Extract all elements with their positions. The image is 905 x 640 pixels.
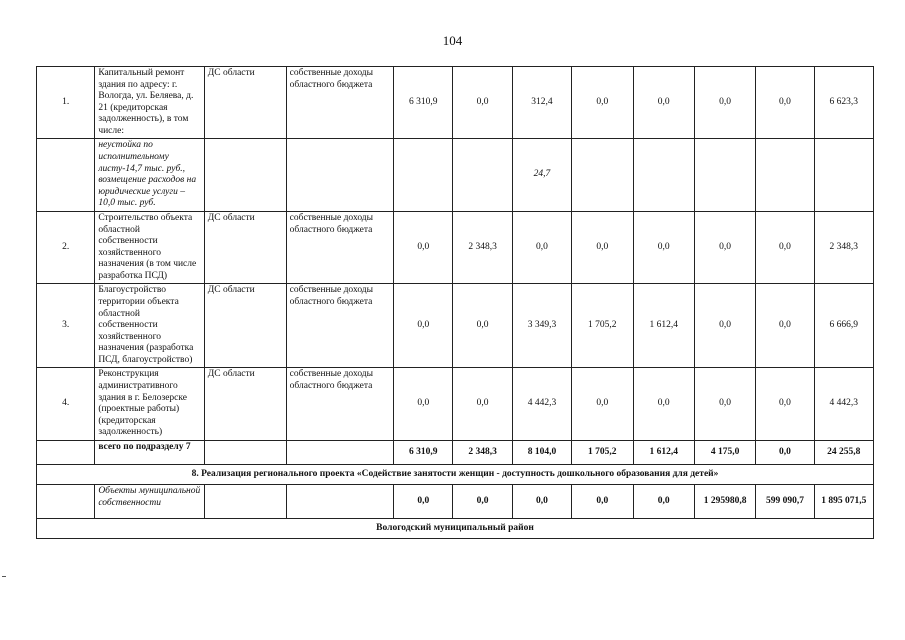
row-description: Реконструкция административного здания в г. Белозерске (проектные работы) (кредиторская задолженность)	[95, 368, 204, 440]
row-value: 1 295980,8	[694, 484, 755, 518]
row-number: 3.	[37, 284, 95, 368]
row-value: 0,0	[394, 284, 453, 368]
row-value: 4 442,3	[512, 368, 571, 440]
row-value: 24,7	[512, 139, 571, 211]
row-description: Объекты муниципальной собственности	[95, 484, 204, 518]
section-heading: 8. Реализация регионального проекта «Содействие занятости женщин - доступность дошкольного образования для детей»	[37, 464, 874, 484]
row-executor: ДС области	[204, 368, 286, 440]
row-number: 2.	[37, 211, 95, 283]
row-value: 0,0	[512, 484, 571, 518]
row-description: Благоустройство территории объекта областной собственности хозяйственного назначения (разработка ПСД, благоустройство)	[95, 284, 204, 368]
row-value: 0,0	[453, 484, 512, 518]
subtotal-row	[37, 440, 874, 464]
row-executor: ДС области	[204, 67, 286, 139]
table-row	[37, 211, 874, 283]
empty-cell	[814, 139, 873, 211]
row-value: 0,0	[694, 284, 755, 368]
row-total: 6 623,3	[814, 67, 873, 139]
row-value: 0,0	[394, 368, 453, 440]
table-row	[37, 139, 874, 211]
empty-cell	[286, 440, 393, 464]
row-value: 1 612,4	[633, 284, 694, 368]
empty-cell	[204, 484, 286, 518]
empty-cell	[37, 484, 95, 518]
subtotal-label: всего по подразделу 7	[95, 440, 204, 464]
table-row	[37, 368, 874, 440]
budget-table	[36, 66, 874, 539]
row-description: Капитальный ремонт здания по адресу: г. Вологда, ул. Беляева, д. 21 (кредиторская задолженность), в том числе:	[95, 67, 204, 139]
row-value: 0,0	[572, 67, 633, 139]
page-number: 104	[442, 33, 463, 48]
row-value: 0,0	[756, 67, 814, 139]
row-value: 0,0	[756, 368, 814, 440]
row-total: 4 442,3	[814, 368, 873, 440]
row-funding-source: собственные доходы областного бюджета	[286, 284, 393, 368]
row-value: 0,0	[694, 211, 755, 283]
scan-mark	[2, 576, 6, 577]
empty-cell	[204, 440, 286, 464]
subtotal-value: 6 310,9	[394, 440, 453, 464]
row-value: 0,0	[512, 211, 571, 283]
empty-cell	[37, 440, 95, 464]
empty-cell	[572, 139, 633, 211]
row-value: 0,0	[694, 67, 755, 139]
subtotal-value: 2 348,3	[453, 440, 512, 464]
row-number: 1.	[37, 67, 95, 139]
row-value: 0,0	[633, 67, 694, 139]
row-value: 312,4	[512, 67, 571, 139]
table-row	[37, 284, 874, 368]
district-heading: Вологодский муниципальный район	[37, 518, 874, 538]
empty-cell	[286, 484, 393, 518]
row-value: 3 349,3	[512, 284, 571, 368]
row-value: 0,0	[394, 484, 453, 518]
row-executor: ДС области	[204, 211, 286, 283]
row-value: 0,0	[633, 484, 694, 518]
row-value: 0,0	[453, 67, 512, 139]
row-value: 0,0	[633, 211, 694, 283]
row-value: 6 310,9	[394, 67, 453, 139]
row-value: 0,0	[694, 368, 755, 440]
subtotal-total: 24 255,8	[814, 440, 873, 464]
empty-cell	[633, 139, 694, 211]
row-executor: ДС области	[204, 284, 286, 368]
row-total: 1 895 071,5	[814, 484, 873, 518]
row-value: 0,0	[633, 368, 694, 440]
row-number: 4.	[37, 368, 95, 440]
row-funding-source: собственные доходы областного бюджета	[286, 67, 393, 139]
row-value: 0,0	[572, 368, 633, 440]
subtotal-value: 1 705,2	[572, 440, 633, 464]
row-value: 0,0	[572, 211, 633, 283]
row-description: Строительство объекта областной собственности хозяйственного назначения (в том числе разработка ПСД)	[95, 211, 204, 283]
section-heading-row	[37, 464, 874, 484]
empty-cell	[37, 139, 95, 211]
row-value: 599 090,7	[756, 484, 814, 518]
row-value: 0,0	[394, 211, 453, 283]
row-funding-source: собственные доходы областного бюджета	[286, 211, 393, 283]
row-value: 0,0	[572, 484, 633, 518]
table-row	[37, 484, 874, 518]
row-value: 0,0	[756, 211, 814, 283]
empty-cell	[286, 139, 393, 211]
empty-cell	[453, 139, 512, 211]
empty-cell	[204, 139, 286, 211]
empty-cell	[694, 139, 755, 211]
row-total: 2 348,3	[814, 211, 873, 283]
empty-cell	[394, 139, 453, 211]
row-description: неустойка по исполнительному листу-14,7 тыс. руб., возмещение расходов на юридические услуги – 10,0 тыс. руб.	[95, 139, 204, 211]
subtotal-value: 0,0	[756, 440, 814, 464]
row-value: 2 348,3	[453, 211, 512, 283]
row-total: 6 666,9	[814, 284, 873, 368]
row-funding-source: собственные доходы областного бюджета	[286, 368, 393, 440]
subtotal-value: 1 612,4	[633, 440, 694, 464]
district-heading-row	[37, 518, 874, 538]
subtotal-value: 4 175,0	[694, 440, 755, 464]
row-value: 0,0	[453, 284, 512, 368]
row-value: 0,0	[756, 284, 814, 368]
empty-cell	[756, 139, 814, 211]
table-row	[37, 67, 874, 139]
subtotal-value: 8 104,0	[512, 440, 571, 464]
row-value: 0,0	[453, 368, 512, 440]
row-value: 1 705,2	[572, 284, 633, 368]
